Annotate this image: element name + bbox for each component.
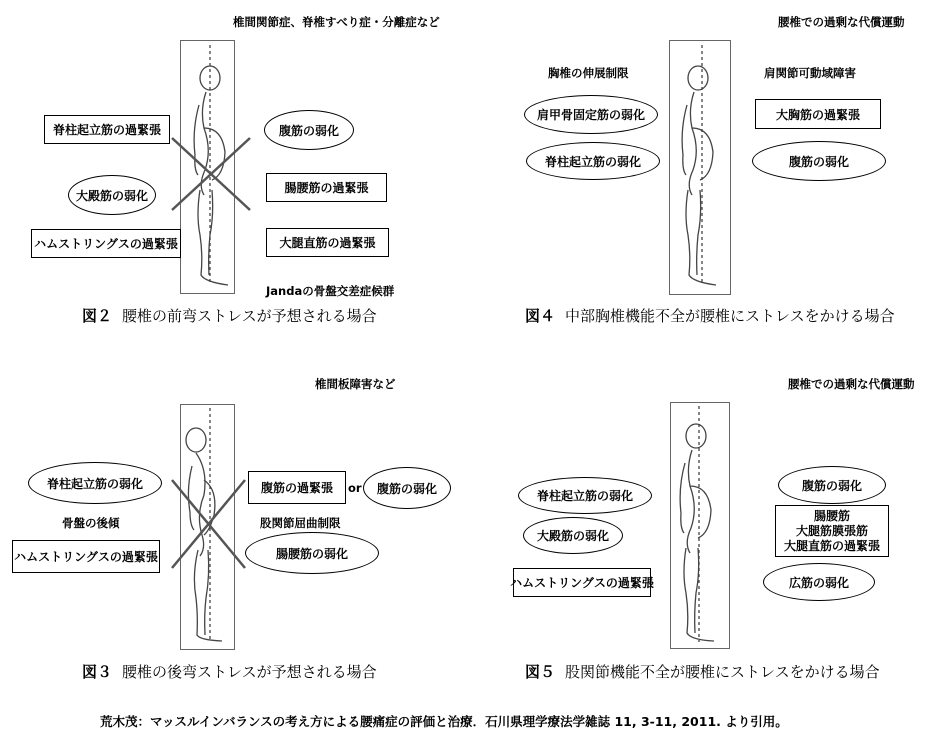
fig5-hamstrings-hypertonic-box: ハムストリングスの過緊張	[513, 568, 651, 597]
fig3-caption-text: 腰椎の後弯ストレスが予想される場合	[122, 663, 377, 681]
fig2-rectus-femoris-hypertonic-box: 大腿直筋の過緊張	[266, 228, 389, 257]
fig4-caption-number: 図４	[525, 307, 556, 325]
fig5-caption-number: 図５	[525, 663, 556, 681]
source-citation: 荒木茂：マッスルインバランスの考え方による腰痛症の評価と治療．石川県理学療法学雑誌 11, 3-11, 2011. より引用。	[100, 714, 788, 729]
fig3-left-label: 骨盤の後傾	[62, 516, 120, 530]
fig2-top-label: 椎間関節症、脊椎すべり症・分離症など	[233, 15, 440, 29]
fig4-top-label: 腰椎での過剰な代償運動	[778, 15, 905, 29]
fig2-gluteus-maximus-weak-oval: 大殿筋の弱化	[68, 175, 156, 215]
fig2-hamstrings-hypertonic-box: ハムストリングスの過緊張	[31, 229, 181, 258]
fig2-erector-spinae-hypertonic-box: 脊柱起立筋の過緊張	[44, 115, 170, 144]
fig5-rectus-femoris-label: 大腿直筋の過緊張	[783, 538, 880, 553]
fig4-right-label: 肩関節可動域障害	[764, 66, 856, 80]
fig4-erector-spinae-weak-oval: 脊柱起立筋の弱化	[526, 142, 660, 180]
fig2-caption-number: 図２	[82, 307, 113, 325]
fig4-caption-text: 中部胸椎機能不全が腰椎にストレスをかける場合	[565, 307, 895, 325]
fig2-bottom-label: Jandaの骨盤交差症候群	[266, 284, 395, 298]
fig4-left-label: 胸椎の伸展制限	[548, 66, 629, 80]
fig3-abdominals-weak-oval: 腹筋の弱化	[363, 467, 451, 509]
fig4-pectoralis-major-hypertonic-box: 大胸筋の過緊張	[755, 99, 881, 129]
fig3-erector-spinae-weak-oval: 脊柱起立筋の弱化	[28, 462, 162, 504]
fig5-abdominals-weak-oval: 腹筋の弱化	[778, 466, 886, 504]
fig3-right-label: 股関節屈曲制限	[260, 516, 341, 530]
fig3-top-label: 椎間板障害など	[315, 377, 396, 391]
fig5-vasti-weak-oval: 広筋の弱化	[763, 563, 875, 601]
fig5-tfl-label: 大腿筋膜張筋	[795, 523, 868, 538]
fig2-iliopsoas-hypertonic-box: 腸腰筋の過緊張	[266, 173, 387, 202]
fig4-abdominals-weak-oval: 腹筋の弱化	[752, 141, 886, 181]
fig5-caption	[525, 661, 880, 682]
fig3-abdominals-hypertonic-box: 腹筋の過緊張	[248, 471, 346, 504]
fig5-hip-flexors-hypertonic-box	[775, 505, 889, 557]
fig2-abdominals-weak-oval: 腹筋の弱化	[264, 110, 354, 150]
fig2-caption-text: 腰椎の前弯ストレスが予想される場合	[122, 307, 377, 325]
fig3-hamstrings-hypertonic-box: ハムストリングスの過緊張	[12, 540, 160, 573]
fig5-top-label: 腰椎での過剰な代償運動	[788, 377, 915, 391]
fig4-scapular-fixators-weak-oval: 肩甲骨固定筋の弱化	[524, 95, 658, 134]
fig3-iliopsoas-weak-oval: 腸腰筋の弱化	[245, 532, 379, 574]
fig3-or-label: or	[348, 481, 362, 495]
fig3-caption-number: 図３	[82, 663, 113, 681]
fig5-erector-spinae-weak-oval: 脊柱起立筋の弱化	[518, 477, 652, 514]
fig5-iliopsoas-label: 腸腰筋	[813, 508, 850, 523]
fig5-gluteus-maximus-weak-oval: 大殿筋の弱化	[523, 517, 623, 554]
fig5-caption-text: 股関節機能不全が腰椎にストレスをかける場合	[565, 663, 880, 681]
